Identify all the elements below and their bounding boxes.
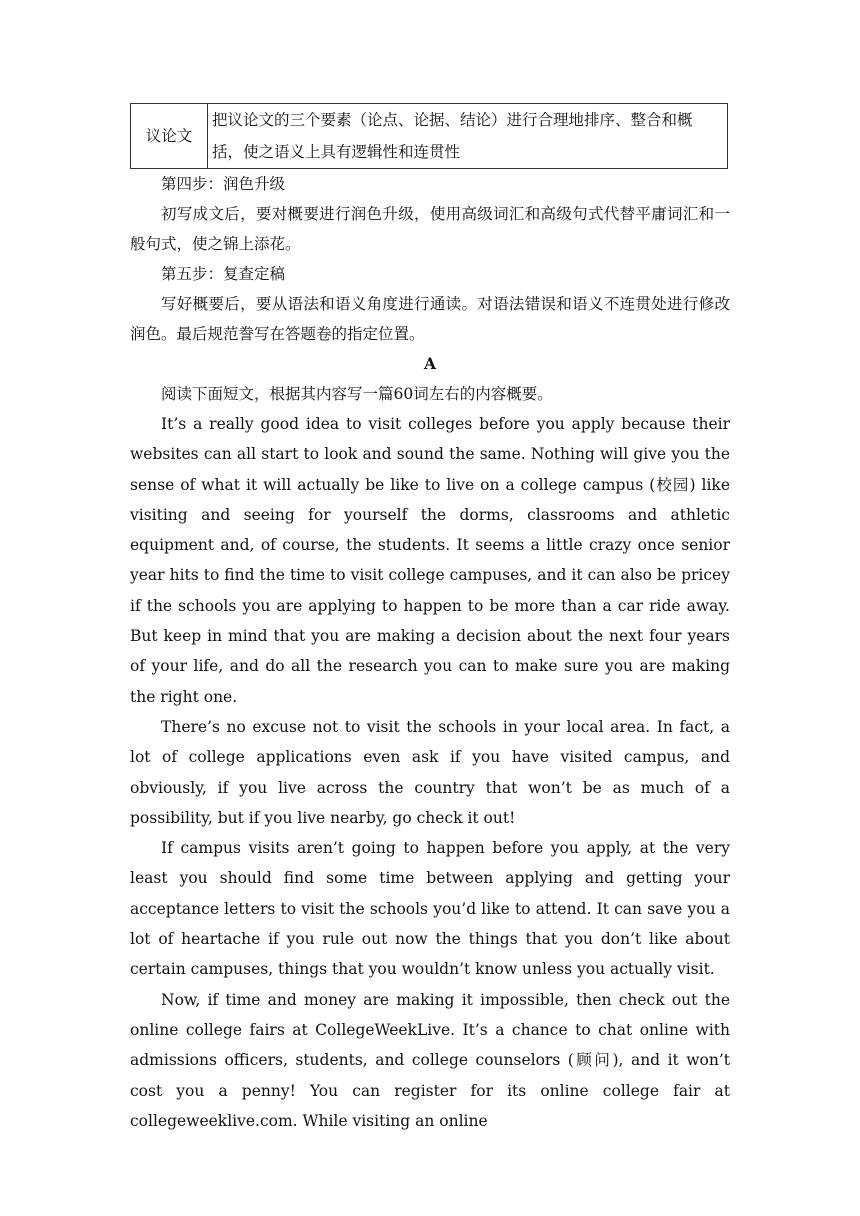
table-row [131,104,728,169]
step-heading: 第四步：润色升级 [161,175,286,193]
passage-paragraph: There’s no excuse not to visit the schools in your local area. In fact, a lot of college applications even ask if you have visited campus, and obviously, if you live across the country that won’t be as much of a possibility, but if you live nearby, go check it out! [130,717,730,827]
step-heading: 第五步：复查定稿 [161,265,286,283]
description-cell: 把议论文的三个要素（论点、论据、结论）进行合理地排序、整合和概括，使之语义上具有逻辑性和连贯性 [208,104,728,169]
instruction-text: 阅读下面短文，根据其内容写一篇60词左右的内容概要。 [161,385,553,403]
passage-paragraph: If campus visits aren’t going to happen before you apply, at the very least you should find some time between applying and getting your acceptance letters to visit the schools you’d like to attend. It can save you a lot of heartache if you rule out now the things that you don’t like about certain campuses, things that you wouldn’t know unless you actually visit. [130,839,730,979]
step-paragraph: 写好概要后，要从语法和语义角度进行通读。对语法错误和语义不连贯处进行修改润色。最后规范誊写在答题卷的指定位置。 [130,295,730,343]
passage-paragraph: Now, if time and money are making it impossible, then check out the online college fairs at CollegeWeekLive. It’s a chance to chat online with admissions officers, students, and college counselors (顾问), and it won’t cost you a penny! You can register for its online college fair at collegeweeklive.com. While visiting an online [130,990,730,1130]
genre-table [130,103,728,169]
genre-cell: 议论文 [131,104,208,169]
passage-paragraph: It’s a really good idea to visit colleges before you apply because their websites can all start to look and sound the same. Nothing will give you the sense of what it will actually be like to live on a college campus (校园) like visiting and seeing for yourself the dorms, classrooms and athletic equipment and, of course, the students. It seems a little crazy once senior year hits to find the time to visit college campuses, and it can also be pricey if the schools you are applying to happen to be more than a car ride away. But keep in mind that you are making a decision about the next four years of your life, and do all the research you can to make sure you are making the right one. [130,415,730,706]
document-page [130,103,730,1136]
section-title: A [423,354,437,373]
step-paragraph: 初写成文后，要对概要进行润色升级，使用高级词汇和高级句式代替平庸词汇和一般句式，使之锦上添花。 [130,205,730,253]
